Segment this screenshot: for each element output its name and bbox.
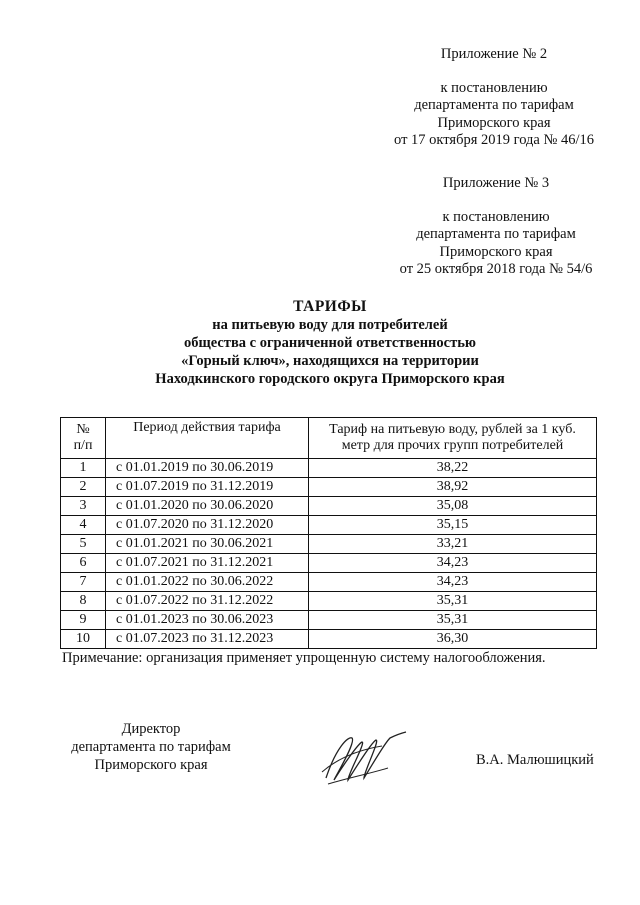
appendix-3-line: от 25 октября 2018 года № 54/6 [399, 261, 593, 277]
cell-value: 38,92 [309, 478, 597, 497]
director-position [60, 720, 242, 774]
appendix-2-title: Приложение № 2 [440, 46, 548, 62]
appendix-3-line: к постановлению [442, 208, 550, 225]
appendix-3-line: Приморского края [439, 243, 553, 260]
cell-value: 35,31 [309, 611, 597, 630]
taxation-note: Примечание: организация применяет упрощенную систему налогообложения. [62, 650, 546, 666]
cell-value: 34,23 [309, 554, 597, 573]
table-body [61, 459, 597, 649]
cell-num: 3 [61, 497, 106, 516]
appendix-2-line: к постановлению [440, 79, 548, 96]
document-heading [60, 298, 600, 388]
tariff-table [60, 417, 597, 649]
appendix-2-line: департамента по тарифам [414, 97, 574, 113]
cell-num: 10 [61, 630, 106, 649]
table-row [61, 478, 597, 497]
appendix-2-line: от 17 октября 2019 года № 46/16 [394, 132, 594, 148]
cell-num: 9 [61, 611, 106, 630]
cell-value: 33,21 [309, 535, 597, 554]
header-tariff [309, 418, 597, 459]
cell-num: 4 [61, 516, 106, 535]
heading-line: общества с ограниченной ответственностью [184, 335, 476, 351]
cell-period: с 01.07.2021 по 31.12.2021 [106, 554, 309, 573]
cell-period: с 01.01.2023 по 30.06.2023 [106, 611, 309, 630]
appendix-3-block [372, 175, 620, 279]
header-tariff-line: метр для прочих групп потребителей [341, 438, 564, 453]
table-row [61, 535, 597, 554]
header-period: Период действия тарифа [106, 418, 309, 459]
appendix-2-line: Приморского края [437, 114, 551, 131]
handwritten-signature [318, 728, 410, 788]
cell-period: с 01.07.2022 по 31.12.2022 [106, 592, 309, 611]
cell-period: с 01.07.2020 по 31.12.2020 [106, 516, 309, 535]
cell-value: 38,22 [309, 459, 597, 478]
cell-num: 7 [61, 573, 106, 592]
director-position-line: Приморского края [94, 757, 208, 773]
cell-value: 36,30 [309, 630, 597, 649]
director-position-line: Директор [121, 721, 181, 737]
cell-num: 5 [61, 535, 106, 554]
table-row [61, 611, 597, 630]
cell-period: с 01.01.2020 по 30.06.2020 [106, 497, 309, 516]
header-num-line: п/п [73, 438, 93, 453]
table-row [61, 516, 597, 535]
director-position-line: департамента по тарифам [71, 739, 231, 755]
cell-value: 35,08 [309, 497, 597, 516]
cell-period: с 01.07.2019 по 31.12.2019 [106, 478, 309, 497]
table-header-row [61, 418, 597, 459]
heading-line: Находкинского городского округа Приморского края [155, 371, 505, 387]
header-tariff-line: Тариф на питьевую воду, рублей за 1 куб. [329, 422, 576, 437]
header-num-line: № [76, 422, 90, 437]
cell-num: 2 [61, 478, 106, 497]
table-row [61, 573, 597, 592]
header-num [61, 418, 106, 459]
table-row [61, 497, 597, 516]
cell-period: с 01.01.2022 по 30.06.2022 [106, 573, 309, 592]
cell-num: 6 [61, 554, 106, 573]
heading-line: на питьевую воду для потребителей [212, 317, 448, 333]
cell-period: с 01.01.2021 по 30.06.2021 [106, 535, 309, 554]
appendix-2-block [370, 46, 618, 150]
cell-period: с 01.01.2019 по 30.06.2019 [106, 459, 309, 478]
heading-title: ТАРИФЫ [293, 298, 367, 315]
appendix-3-title: Приложение № 3 [442, 175, 550, 191]
director-name: В.А. Малюшицкий [476, 752, 594, 768]
table-row [61, 630, 597, 649]
cell-num: 1 [61, 459, 106, 478]
cell-value: 35,31 [309, 592, 597, 611]
cell-period: с 01.07.2023 по 31.12.2023 [106, 630, 309, 649]
table-row [61, 592, 597, 611]
table-row [61, 459, 597, 478]
appendix-3-line: департамента по тарифам [416, 226, 576, 242]
table-row [61, 554, 597, 573]
heading-line: «Горный ключ», находящихся на территории [181, 353, 479, 369]
cell-value: 35,15 [309, 516, 597, 535]
cell-num: 8 [61, 592, 106, 611]
cell-value: 34,23 [309, 573, 597, 592]
